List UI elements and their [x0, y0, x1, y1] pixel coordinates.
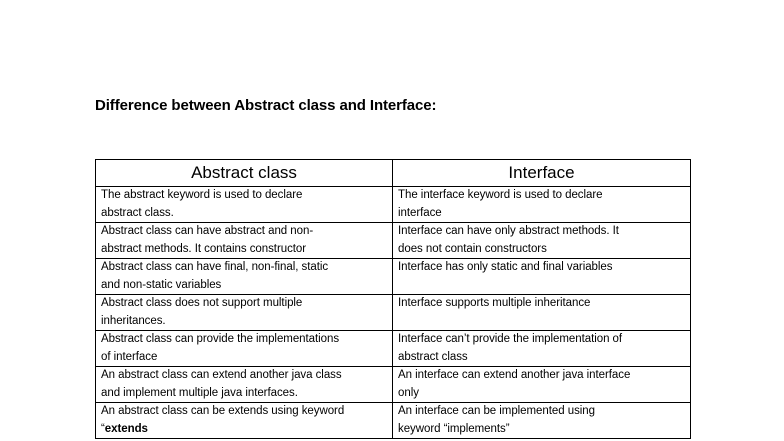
abstract-cell [96, 367, 393, 403]
cell-line: abstract class [398, 350, 468, 363]
cell-line: Interface can have only abstract methods. It [398, 225, 619, 237]
cell-line: Interface can’t provide the implementation of [398, 333, 623, 345]
cell-line: Abstract class can have abstract and non- [101, 225, 314, 237]
cell-line: An abstract class can be extends using keyword [101, 405, 345, 417]
comparison-table [95, 159, 691, 439]
interface-cell [393, 403, 691, 439]
document-title: Difference between Abstract class and Interface: [95, 97, 437, 114]
open-quote: “ [101, 422, 105, 435]
cell-line: The abstract keyword is used to declare [101, 189, 303, 201]
extends-keyword: extends [104, 422, 148, 435]
cell-line: abstract class. [101, 206, 174, 219]
interface-cell [393, 187, 691, 223]
interface-cell [393, 259, 691, 295]
table-row [96, 367, 691, 403]
abstract-cell [96, 259, 393, 295]
table-row [96, 295, 691, 331]
abstract-cell [96, 295, 393, 331]
interface-cell [393, 331, 691, 367]
cell-line: and non-static variables [101, 278, 222, 291]
cell-line: keyword “implements” [398, 422, 510, 435]
interface-cell [393, 223, 691, 259]
cell-line: only [398, 386, 419, 399]
cell-line: Interface supports multiple inheritance [398, 297, 591, 309]
cell-line: of interface [101, 350, 158, 363]
interface-cell [393, 367, 691, 403]
abstract-cell [96, 403, 393, 439]
cell-line: Abstract class can provide the implementations [101, 333, 340, 345]
cell-line: An interface can extend another java interface [398, 369, 631, 381]
cell-line: does not contain constructors [398, 242, 547, 255]
cell-line: Abstract class can have final, non-final, static [101, 261, 329, 273]
cell-line: An interface can be implemented using [398, 405, 595, 417]
table-header-row [96, 160, 691, 187]
cell-line: inheritances. [101, 314, 166, 327]
table-row [96, 223, 691, 259]
cell-line: An abstract class can extend another java class [101, 369, 342, 381]
table-row [96, 403, 691, 439]
table-row [96, 187, 691, 223]
table-row [96, 331, 691, 367]
interface-cell [393, 295, 691, 331]
abstract-cell [96, 187, 393, 223]
cell-line: The interface keyword is used to declare [398, 189, 603, 201]
abstract-cell [96, 223, 393, 259]
cell-line: interface [398, 206, 442, 219]
cell-line: abstract methods. It contains constructor [101, 242, 307, 255]
cell-line: Abstract class does not support multiple [101, 297, 303, 309]
cell-line: Interface has only static and final variables [398, 261, 613, 273]
header-interface: Interface [393, 160, 691, 187]
cell-line [101, 421, 387, 439]
header-abstract-class: Abstract class [96, 160, 393, 187]
cell-line: and implement multiple java interfaces. [101, 386, 298, 399]
table-row [96, 259, 691, 295]
abstract-cell [96, 331, 393, 367]
